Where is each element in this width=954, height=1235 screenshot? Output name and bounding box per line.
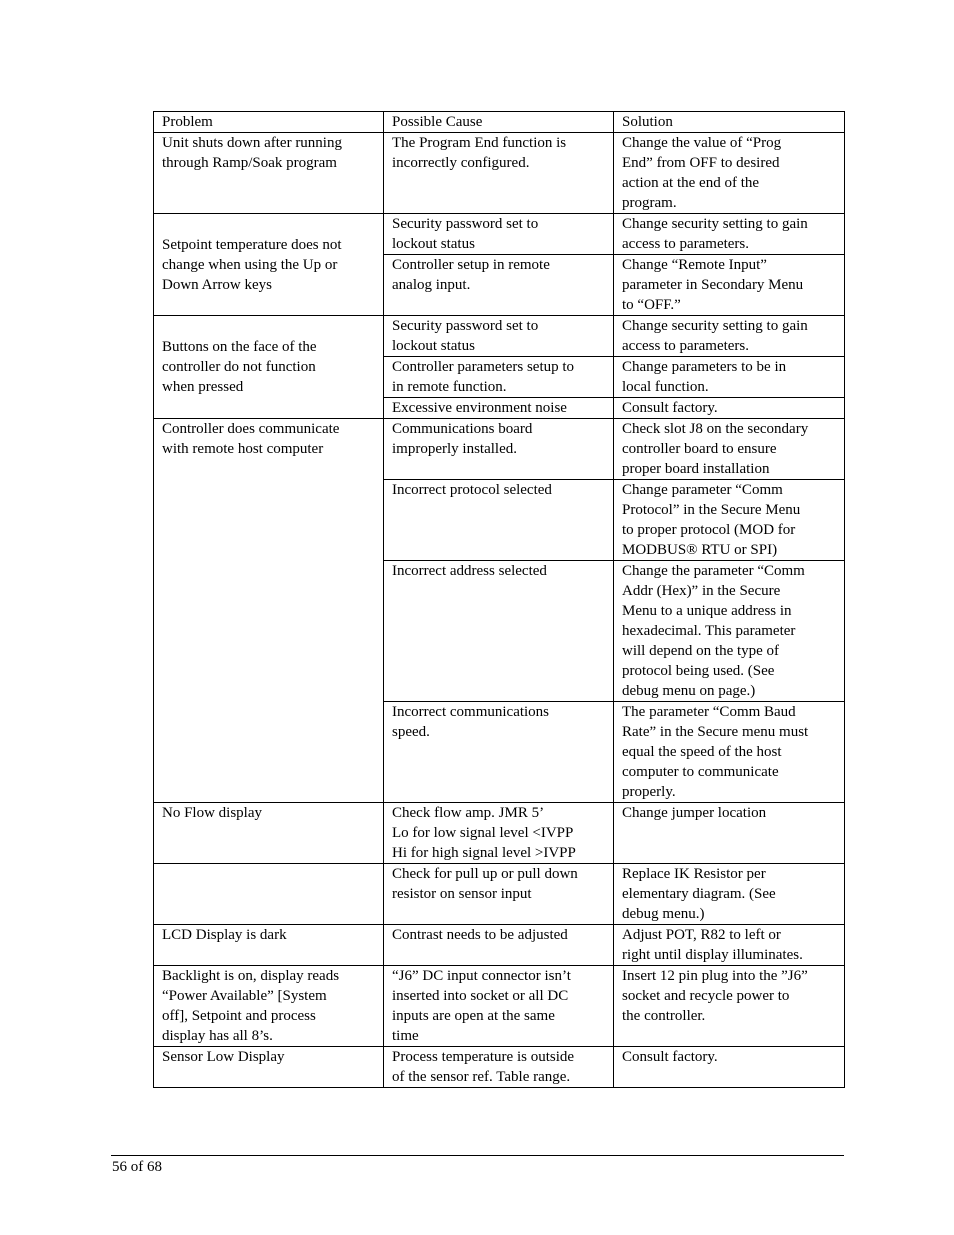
table-row: [154, 1047, 845, 1088]
table-row: [154, 864, 845, 925]
cause-cell: Controller setup in remote analog input.: [384, 255, 614, 316]
solution-cell: Check slot J8 on the secondary controller board to ensure proper board installation: [614, 419, 845, 480]
problem-cell: Sensor Low Display: [154, 1047, 384, 1088]
problem-cell: [154, 864, 384, 925]
table-row: [154, 214, 845, 255]
problem-cell: Setpoint temperature does not change when using the Up or Down Arrow keys: [154, 214, 384, 316]
solution-cell: Adjust POT, R82 to left or right until display illuminates.: [614, 925, 845, 966]
table-row: [154, 133, 845, 214]
solution-cell: Change security setting to gain access to parameters.: [614, 316, 845, 357]
solution-cell: Change parameter “Comm Protocol” in the Secure Menu to proper protocol (MOD for MODBUS® RTU or SPI): [614, 480, 845, 561]
problem-cell: Buttons on the face of the controller do not function when pressed: [154, 316, 384, 419]
cause-cell: Check for pull up or pull down resistor on sensor input: [384, 864, 614, 925]
problem-cell: Backlight is on, display reads “Power Available” [System off], Setpoint and process display has all 8’s.: [154, 966, 384, 1047]
footer-divider: [111, 1155, 844, 1156]
problem-cell: Controller does communicate with remote host computer: [154, 419, 384, 803]
solution-cell: Change the value of “Prog End” from OFF to desired action at the end of the program.: [614, 133, 845, 214]
cause-cell: Excessive environment noise: [384, 398, 614, 419]
solution-cell: Change jumper location: [614, 803, 845, 864]
cause-cell: Incorrect communications speed.: [384, 702, 614, 803]
table-row: [154, 803, 845, 864]
header-solution: Solution: [614, 112, 845, 133]
solution-cell: Insert 12 pin plug into the ”J6” socket and recycle power to the controller.: [614, 966, 845, 1047]
solution-cell: Change parameters to be in local function.: [614, 357, 845, 398]
solution-cell: Change the parameter “Comm Addr (Hex)” in the Secure Menu to a unique address in hexadecimal. This parameter will depend on the type of protocol being used. (See debug menu on page.): [614, 561, 845, 702]
solution-cell: Change security setting to gain access to parameters.: [614, 214, 845, 255]
solution-cell: Change “Remote Input” parameter in Secondary Menu to “OFF.”: [614, 255, 845, 316]
troubleshooting-table: [153, 111, 845, 1088]
problem-cell: LCD Display is dark: [154, 925, 384, 966]
table-row: [154, 316, 845, 357]
header-problem: Problem: [154, 112, 384, 133]
problem-cell: No Flow display: [154, 803, 384, 864]
solution-cell: Consult factory.: [614, 1047, 845, 1088]
table-header-row: [154, 112, 845, 133]
cause-cell: “J6” DC input connector isn’t inserted into socket or all DC inputs are open at the same time: [384, 966, 614, 1047]
table-row: [154, 925, 845, 966]
cause-cell: Controller parameters setup to in remote function.: [384, 357, 614, 398]
problem-cell: Unit shuts down after running through Ramp/Soak program: [154, 133, 384, 214]
solution-cell: Replace IK Resistor per elementary diagram. (See debug menu.): [614, 864, 845, 925]
table-row: [154, 966, 845, 1047]
page-number: 56 of 68: [112, 1159, 162, 1175]
solution-cell: The parameter “Comm Baud Rate” in the Secure menu must equal the speed of the host computer to communicate properly.: [614, 702, 845, 803]
solution-cell: Consult factory.: [614, 398, 845, 419]
cause-cell: Incorrect address selected: [384, 561, 614, 702]
cause-cell: Check flow amp. JMR 5’ Lo for low signal level <IVPP Hi for high signal level >IVPP: [384, 803, 614, 864]
cause-cell: Security password set to lockout status: [384, 214, 614, 255]
cause-cell: Incorrect protocol selected: [384, 480, 614, 561]
cause-cell: Communications board improperly installed.: [384, 419, 614, 480]
table-row: [154, 419, 845, 480]
cause-cell: The Program End function is incorrectly configured.: [384, 133, 614, 214]
header-possible-cause: Possible Cause: [384, 112, 614, 133]
cause-cell: Contrast needs to be adjusted: [384, 925, 614, 966]
cause-cell: Process temperature is outside of the sensor ref. Table range.: [384, 1047, 614, 1088]
cause-cell: Security password set to lockout status: [384, 316, 614, 357]
